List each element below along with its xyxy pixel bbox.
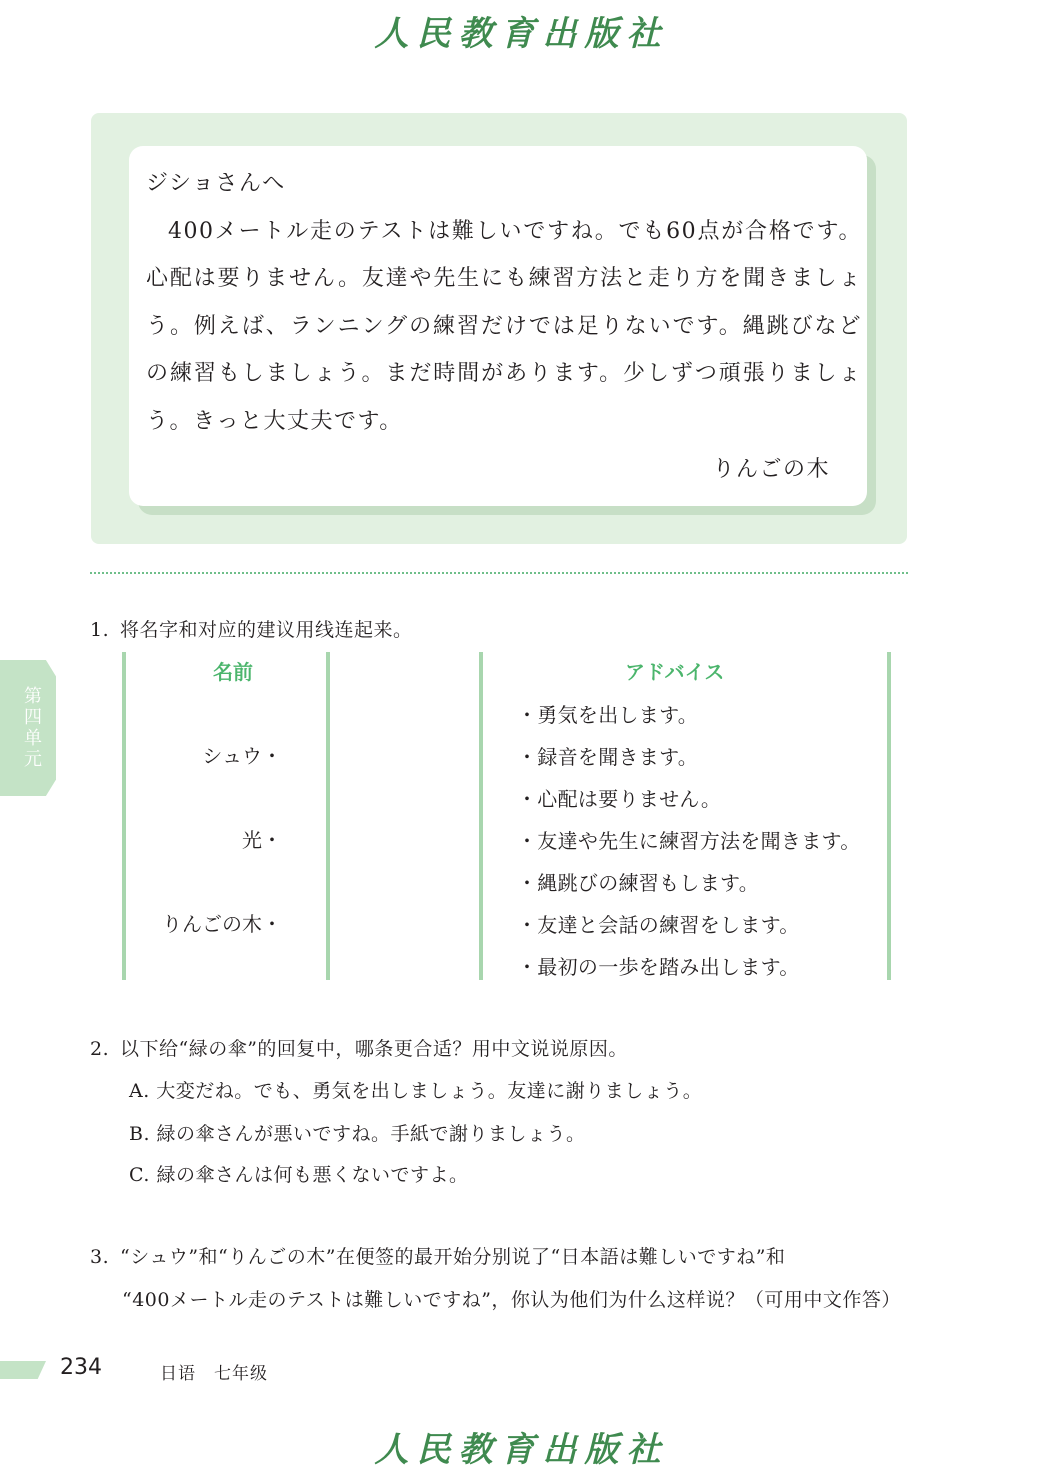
question-3 <box>90 1243 785 1271</box>
advice-item[interactable]: ・録音を聞きます。 <box>517 745 699 769</box>
question-2-option-c: C. 緑の傘さんは何も悪くないですよ。 <box>129 1164 469 1186</box>
question-3-number: 3. <box>90 1246 110 1268</box>
names-header: 名前 <box>213 660 253 684</box>
letter-greeting: ジショさんへ <box>146 171 286 196</box>
book-title: 日语 七年级 <box>160 1364 268 1384</box>
question-2-prompt: 以下给“緑の傘”的回复中，哪条更合适？用中文说说原因。 <box>120 1038 628 1060</box>
advice-item[interactable]: ・勇気を出します。 <box>517 703 699 727</box>
advice-item[interactable]: ・縄跳びの練習もします。 <box>517 871 759 895</box>
question-2-option-a: A. 大変だね。でも、勇気を出しましょう。友達に謝りましょう。 <box>129 1080 703 1102</box>
name-item-shuu[interactable]: シュウ・ <box>202 744 282 768</box>
question-2-option-b: B. 緑の傘さんが悪いですね。手紙で謝りましょう。 <box>129 1123 586 1145</box>
unit-side-tab-label: 第四单元 <box>24 686 42 770</box>
letter-body: 400メートル走のテストは難しいですね。でも60点が合格です。心配は要りません。友達や先生にも練習方法と走り方を聞きましょう。例えば、ランニングの練習だけでは足りないです。縄跳びなどの練習もしましょう。まだ時間があります。少しずつ頑張りましょう。きっと大丈夫です。 <box>146 218 862 434</box>
letter-signature: りんごの木 <box>712 456 830 482</box>
question-2 <box>90 1035 628 1063</box>
question-3-line-1: “シュウ”和“りんごの木”在便签的最开始分别说了“日本語は難しいですね”和 <box>120 1246 786 1268</box>
letter-content <box>146 160 862 493</box>
footer-accent-bar <box>0 1361 46 1379</box>
advice-item[interactable]: ・友達や先生に練習方法を聞きます。 <box>517 829 861 853</box>
advice-item[interactable]: ・心配は要りません。 <box>517 787 722 811</box>
advice-item[interactable]: ・友達と会話の練習をします。 <box>517 913 800 937</box>
section-divider <box>90 572 908 574</box>
name-item-ringo[interactable]: りんごの木・ <box>162 912 282 936</box>
advice-item[interactable]: ・最初の一歩を踏み出します。 <box>517 955 800 979</box>
question-1-prompt: 将名字和对应的建议用线连起来。 <box>120 619 413 641</box>
question-1 <box>90 616 413 644</box>
advice-header: アドバイス <box>625 660 725 684</box>
publisher-logo-bottom: 人民教育出版社 <box>374 1430 669 1470</box>
publisher-logo-top: 人民教育出版社 <box>374 14 669 54</box>
page-number: 234 <box>60 1355 102 1380</box>
question-2-number: 2. <box>90 1038 110 1060</box>
question-1-number: 1. <box>90 619 110 641</box>
name-item-hikari[interactable]: 光・ <box>242 828 282 852</box>
question-3-line-2: “400メートル走のテストは難しいですね”，你认为他们为什么这样说？（可用中文作答） <box>122 1289 901 1311</box>
